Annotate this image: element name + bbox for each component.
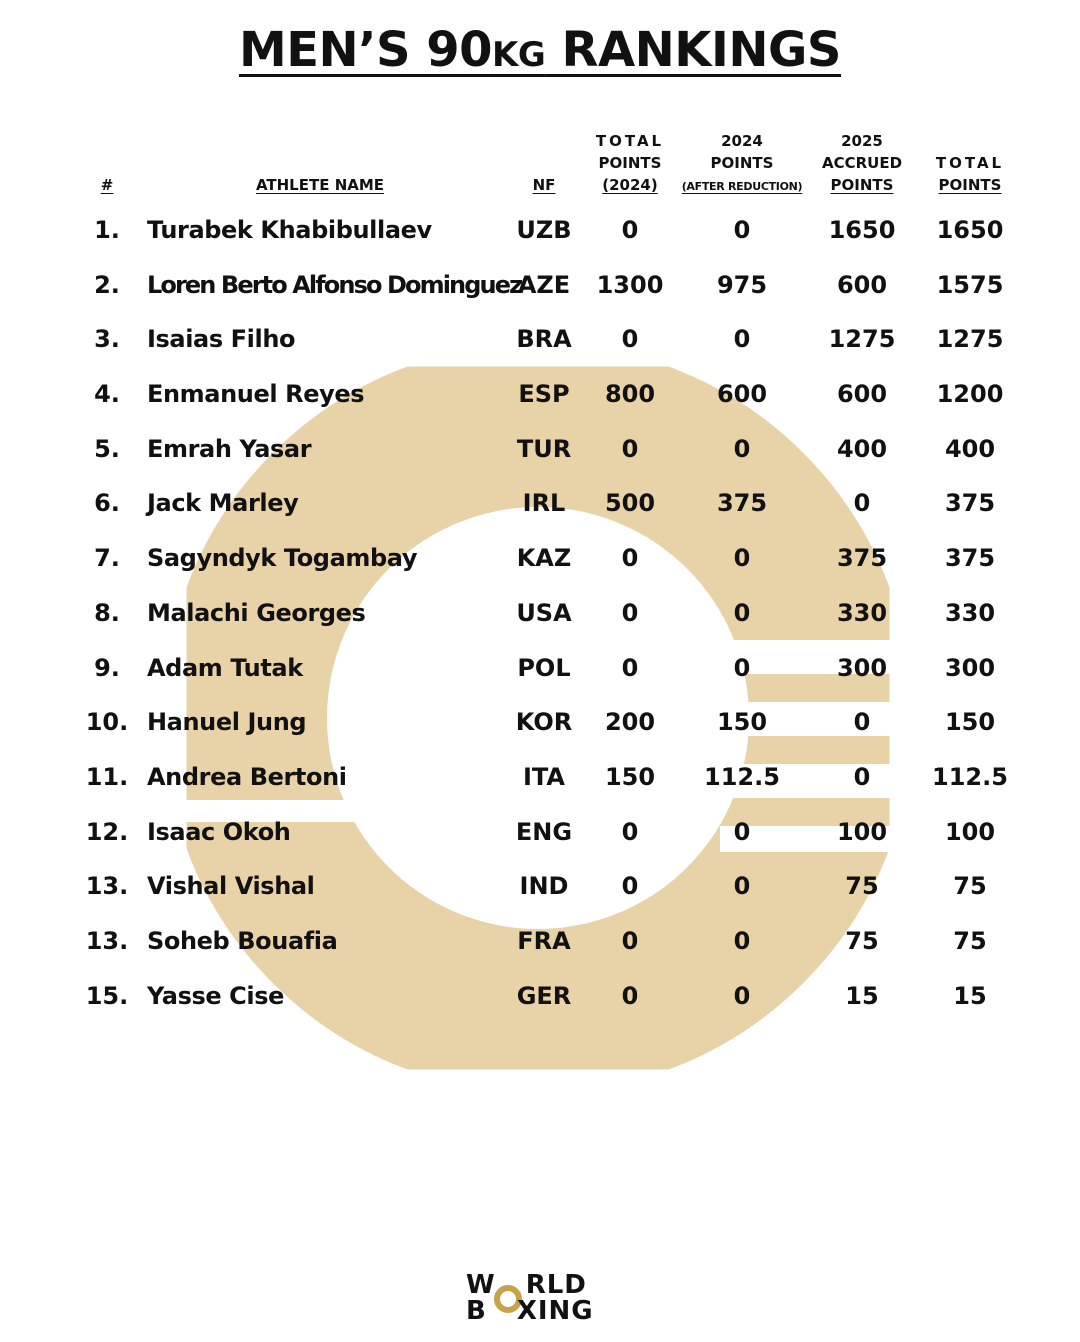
rank-cell: 9.	[94, 653, 120, 682]
nf-cell: ESP	[518, 380, 570, 409]
nf-cell: GER	[516, 981, 572, 1010]
header-rank-label: #	[100, 176, 114, 194]
logo-letters-rld: RLD	[525, 1270, 587, 1300]
total-points-cell: 375	[944, 489, 996, 518]
header-rank	[92, 174, 122, 196]
total-points-cell: 15	[953, 981, 987, 1010]
nf-cell: UZB	[516, 216, 572, 244]
after-reduction-cell: 0	[733, 926, 751, 955]
title-main: MEN’S 90	[239, 22, 493, 78]
header-accrued-2025-line1: 2025	[841, 132, 883, 150]
total-2024-cell: 500	[604, 489, 656, 518]
header-after-reduction-line3: (AFTER REDUCTION)	[681, 180, 803, 193]
rank-cell: 13.	[85, 926, 129, 955]
total-2024-cell: 0	[621, 653, 639, 682]
header-after-reduction-line2: POINTS	[710, 154, 774, 172]
total-points-cell: 112.5	[932, 762, 1008, 791]
header-total-points-line2: POINTS	[938, 176, 1002, 194]
table-row	[0, 750, 1080, 805]
after-reduction-cell: 0	[733, 325, 751, 354]
after-reduction-cell: 0	[733, 544, 751, 573]
after-reduction-cell: 0	[733, 872, 751, 901]
rank-cell: 11.	[85, 762, 129, 791]
rank-cell: 10.	[85, 708, 129, 737]
total-2024-cell: 0	[621, 325, 639, 354]
total-2024-cell: 0	[621, 434, 639, 463]
nf-cell: USA	[516, 598, 572, 627]
accrued-2025-cell: 75	[845, 926, 879, 955]
logo-letter-w: W	[466, 1270, 496, 1300]
total-2024-cell: 0	[621, 817, 639, 846]
athlete-name-cell: Isaias Filho	[147, 325, 296, 354]
total-2024-cell: 1300	[596, 270, 664, 299]
after-reduction-cell: 375	[716, 489, 768, 518]
after-reduction-cell: 0	[733, 817, 751, 846]
table-row	[0, 367, 1080, 422]
header-total-2024-line2: POINTS	[598, 154, 662, 172]
header-after-reduction-line1: 2024	[721, 132, 763, 150]
header-athlete	[200, 174, 440, 196]
rank-cell: 13.	[85, 872, 129, 901]
header-total-2024	[580, 130, 680, 196]
athlete-name-cell: Yasse Cise	[147, 981, 284, 1010]
title-suffix: RANKINGS	[545, 22, 841, 78]
after-reduction-cell: 112.5	[704, 762, 780, 791]
table-row	[0, 586, 1080, 641]
rank-cell: 7.	[94, 544, 120, 573]
athlete-name-cell: Jack Marley	[147, 489, 299, 518]
rank-cell: 6.	[94, 489, 120, 518]
accrued-2025-cell: 300	[836, 653, 888, 682]
rank-cell: 3.	[94, 325, 120, 354]
table-row	[0, 312, 1080, 367]
table-row	[0, 258, 1080, 313]
nf-cell: BRA	[516, 325, 572, 354]
accrued-2025-cell: 600	[836, 380, 888, 409]
table-row	[0, 859, 1080, 914]
header-accrued-2025-line2: ACCRUED	[821, 154, 903, 172]
accrued-2025-cell: 0	[853, 489, 871, 518]
accrued-2025-cell: 600	[836, 270, 888, 299]
total-points-cell: 1200	[936, 380, 1004, 409]
table-row	[0, 805, 1080, 860]
total-points-cell: 330	[944, 598, 996, 627]
nf-cell: IRL	[522, 489, 566, 518]
rankings-table	[0, 203, 1080, 1023]
total-2024-cell: 0	[621, 216, 639, 244]
accrued-2025-cell: 75	[845, 872, 879, 901]
logo-letter-b: B	[466, 1296, 487, 1326]
rank-cell: 12.	[85, 817, 129, 846]
accrued-2025-cell: 1275	[828, 325, 896, 354]
nf-cell: ITA	[522, 762, 565, 791]
header-total-points	[920, 152, 1020, 196]
accrued-2025-cell: 1650	[828, 216, 896, 244]
logo-letters-xing: XING	[516, 1296, 594, 1326]
after-reduction-cell: 0	[733, 598, 751, 627]
nf-cell: ENG	[515, 817, 573, 846]
accrued-2025-cell: 400	[836, 434, 888, 463]
header-after-reduction	[678, 130, 806, 198]
athlete-name-cell: Turabek Khabibullaev	[147, 216, 432, 244]
athlete-name-cell: Soheb Bouafia	[147, 926, 338, 955]
rank-cell: 2.	[94, 270, 120, 299]
total-2024-cell: 0	[621, 544, 639, 573]
after-reduction-cell: 150	[716, 708, 768, 737]
total-2024-cell: 0	[621, 872, 639, 901]
athlete-name-cell: Loren Berto Alfonso Dominguez	[147, 270, 522, 299]
page-title	[0, 22, 1080, 78]
total-points-cell: 75	[953, 926, 987, 955]
accrued-2025-cell: 100	[836, 817, 888, 846]
accrued-2025-cell: 15	[845, 981, 879, 1010]
total-points-cell: 100	[944, 817, 996, 846]
header-nf	[514, 174, 574, 196]
nf-cell: KAZ	[516, 544, 572, 573]
athlete-name-cell: Vishal Vishal	[147, 872, 315, 901]
after-reduction-cell: 975	[716, 270, 768, 299]
total-2024-cell: 800	[604, 380, 656, 409]
athlete-name-cell: Andrea Bertoni	[147, 762, 347, 791]
athlete-name-cell: Adam Tutak	[147, 653, 303, 682]
athlete-name-cell: Sagyndyk Togambay	[147, 544, 418, 573]
accrued-2025-cell: 375	[836, 544, 888, 573]
athlete-name-cell: Hanuel Jung	[147, 708, 307, 737]
table-row	[0, 914, 1080, 969]
after-reduction-cell: 0	[733, 981, 751, 1010]
total-points-cell: 1575	[936, 270, 1004, 299]
table-row	[0, 641, 1080, 696]
after-reduction-cell: 0	[733, 216, 751, 244]
total-points-cell: 1650	[936, 216, 1004, 244]
total-points-cell: 150	[944, 708, 996, 737]
total-points-cell: 75	[953, 872, 987, 901]
table-row	[0, 969, 1080, 1024]
nf-cell: FRA	[517, 926, 571, 955]
athlete-name-cell: Malachi Georges	[147, 598, 366, 627]
total-points-cell: 1275	[936, 325, 1004, 354]
after-reduction-cell: 600	[716, 380, 768, 409]
total-2024-cell: 0	[621, 926, 639, 955]
logo-line-boxing	[466, 1298, 594, 1324]
table-row	[0, 476, 1080, 531]
header-accrued-2025	[808, 130, 916, 196]
nf-cell: IND	[519, 872, 569, 901]
total-2024-cell: 0	[621, 981, 639, 1010]
accrued-2025-cell: 330	[836, 598, 888, 627]
total-points-cell: 300	[944, 653, 996, 682]
after-reduction-cell: 0	[733, 653, 751, 682]
header-total-2024-line3: (2024)	[602, 176, 658, 194]
athlete-name-cell: Enmanuel Reyes	[147, 380, 365, 409]
table-row	[0, 203, 1080, 258]
header-nf-label: NF	[532, 176, 556, 194]
table-row	[0, 422, 1080, 477]
total-2024-cell: 150	[604, 762, 656, 791]
rank-cell: 15.	[85, 981, 129, 1010]
total-points-cell: 400	[944, 434, 996, 463]
athlete-name-cell: Emrah Yasar	[147, 434, 312, 463]
total-points-cell: 375	[944, 544, 996, 573]
header-accrued-2025-line3: POINTS	[830, 176, 894, 194]
table-row	[0, 695, 1080, 750]
rank-cell: 1.	[94, 216, 120, 244]
nf-cell: KOR	[515, 708, 573, 737]
rank-cell: 4.	[94, 380, 120, 409]
after-reduction-cell: 0	[733, 434, 751, 463]
nf-cell: POL	[517, 653, 571, 682]
world-boxing-logo	[466, 1270, 631, 1330]
table-row	[0, 531, 1080, 586]
nf-cell: AZE	[517, 270, 571, 299]
accrued-2025-cell: 0	[853, 708, 871, 737]
athlete-name-cell: Isaac Okoh	[147, 817, 291, 846]
nf-cell: TUR	[516, 434, 572, 463]
rank-cell: 8.	[94, 598, 120, 627]
header-total-2024-line1: TOTAL	[595, 132, 665, 150]
logo-line-world	[466, 1272, 587, 1298]
accrued-2025-cell: 0	[853, 762, 871, 791]
rank-cell: 5.	[94, 434, 120, 463]
title-unit: KG	[492, 35, 546, 75]
header-total-points-line1: TOTAL	[935, 154, 1005, 172]
total-2024-cell: 0	[621, 598, 639, 627]
total-2024-cell: 200	[604, 708, 656, 737]
header-athlete-label: ATHLETE NAME	[255, 176, 385, 194]
